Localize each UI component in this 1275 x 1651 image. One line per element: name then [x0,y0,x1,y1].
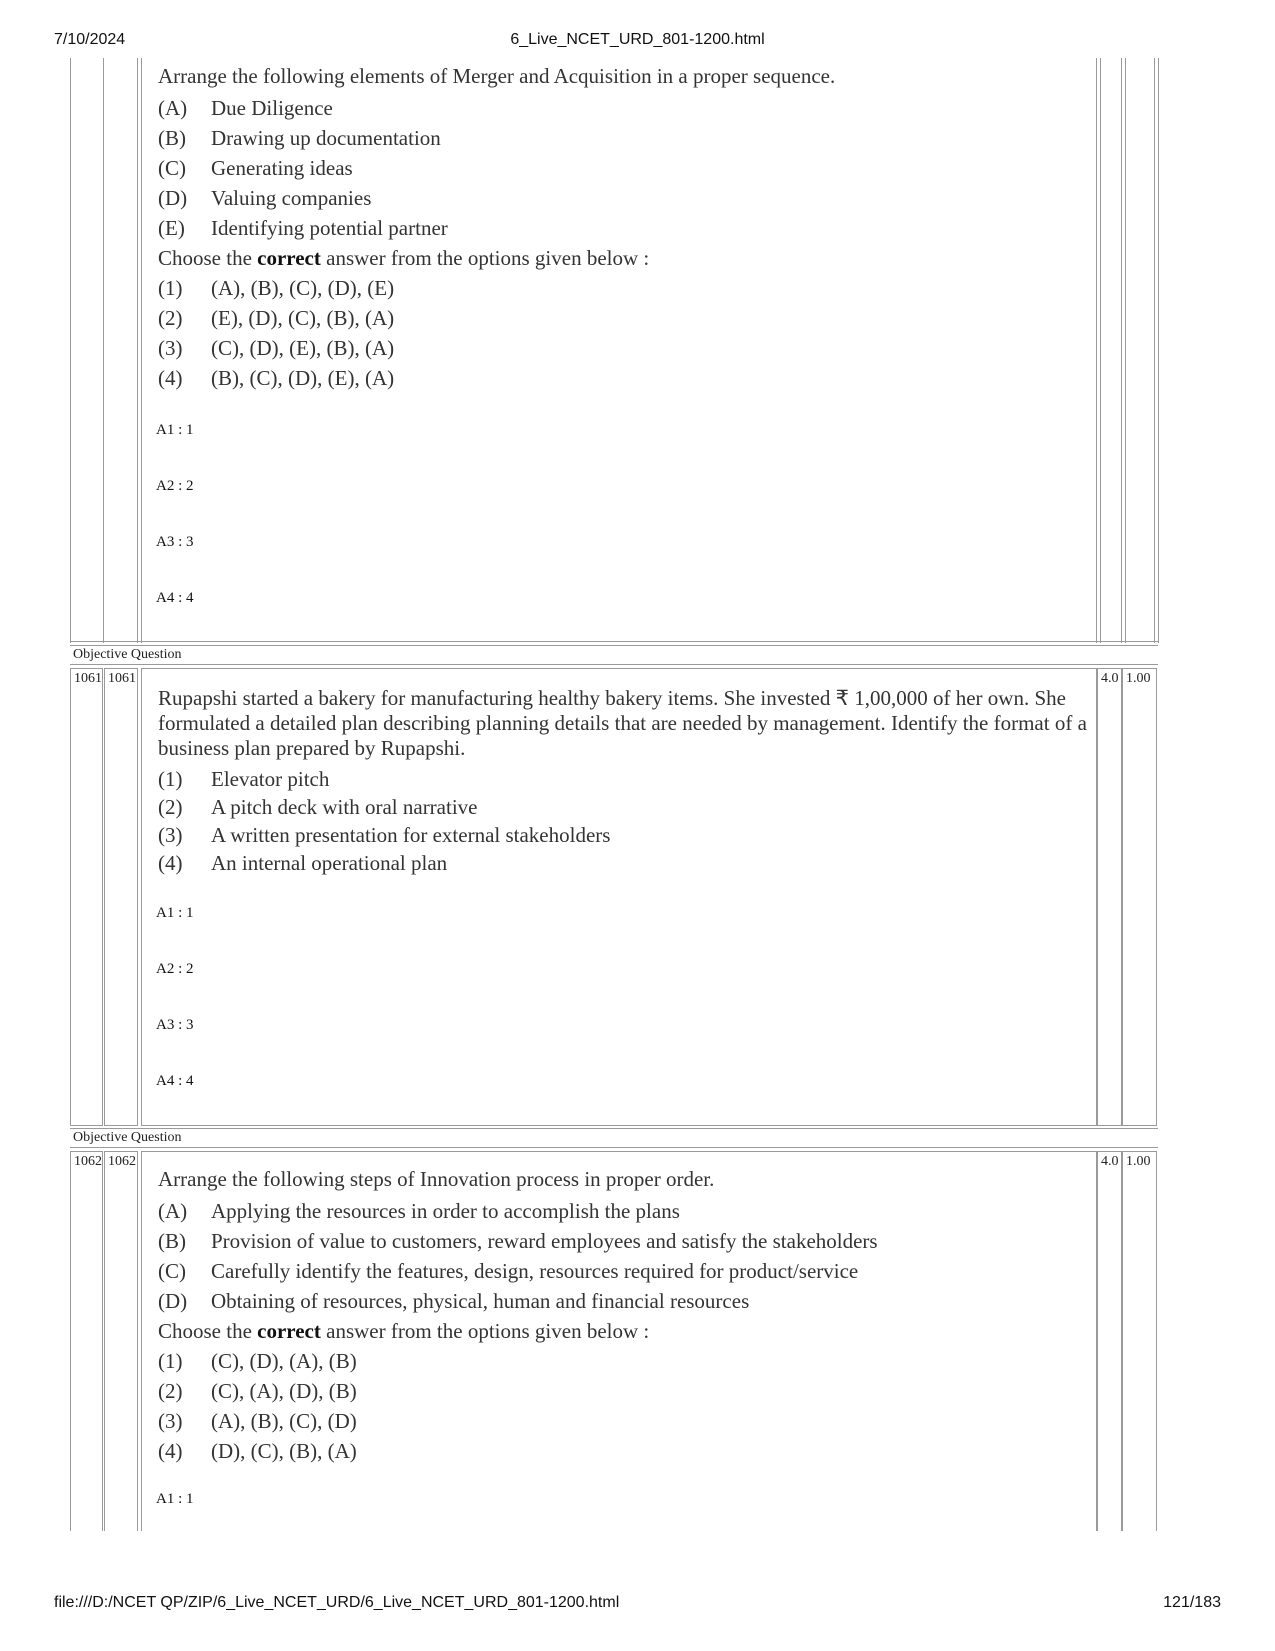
question-id: 1062 [104,1151,138,1531]
question-stem: Arrange the following elements of Merger and Acquisition in a proper sequence. [158,64,836,88]
print-date: 7/10/2024 [54,31,126,48]
option: (2) (C), (A), (D), (B) [158,1379,357,1403]
answer-key: A1 : 1 [156,1491,194,1507]
list-item: (B) Drawing up documentation [158,126,441,150]
question-id: 1061 [104,668,138,1126]
list-item: (B) Provision of value to customers, reward employees and satisfy the stakeholders [158,1229,878,1253]
list-item: (C) Carefully identify the features, design, resources required for product/service [158,1259,859,1283]
list-item: (E) Identifying potential partner [158,216,448,240]
answer-key: A4 : 4 [156,590,194,606]
answer-key: A1 : 1 [156,422,194,438]
answer-key: A3 : 3 [156,534,194,550]
question-type-label: Objective Question [73,1130,182,1145]
list-item: (A) Due Diligence [158,96,333,120]
option: (3) A written presentation for external stakeholders [158,823,611,847]
serial-number: 1062 [70,1151,103,1531]
file-path: file:///D:/NCET QP/ZIP/6_Live_NCET_URD/6_Live_NCET_URD_801-1200.html [54,1594,620,1611]
instruction: Choose the correct answer from the options given below : [158,1319,650,1343]
list-item: (C) Generating ideas [158,156,353,180]
negative-marks: 1.00 [1122,1151,1157,1531]
list-item: (D) Obtaining of resources, physical, human and financial resources [158,1289,750,1313]
instruction: Choose the correct answer from the options given below : [158,246,650,270]
list-item: (D) Valuing companies [158,186,372,210]
option: (1) (A), (B), (C), (D), (E) [158,276,395,300]
answer-key: A3 : 3 [156,1017,194,1033]
option: (4) (D), (C), (B), (A) [158,1439,357,1463]
question-body [158,1167,1088,1466]
page-number: 121/183 [1163,1594,1221,1611]
option: (4) An internal operational plan [158,851,448,875]
option: (2) (E), (D), (C), (B), (A) [158,306,395,330]
option: (1) (C), (D), (A), (B) [158,1349,357,1373]
question-stem: Arrange the following steps of Innovation process in proper order. [158,1167,715,1191]
answer-key: A1 : 1 [156,905,194,921]
question-type-label: Objective Question [73,647,182,662]
option: (4) (B), (C), (D), (E), (A) [158,366,395,390]
question-stem: Rupapshi started a bakery for manufacturing healthy bakery items. She invested ₹ 1,00,000 of her own. She formulated a detailed plan describing planning details that are needed by management. Identify the format of a business plan prepared by Rupapshi. [158,686,1087,760]
answer-key: A2 : 2 [156,478,194,494]
answer-key: A4 : 4 [156,1073,194,1089]
marks: 4.0 [1097,1151,1122,1531]
question-body [158,64,1088,393]
option: (2) A pitch deck with oral narrative [158,795,478,819]
negative-marks: 1.00 [1122,668,1157,1126]
marks: 4.0 [1097,668,1122,1126]
serial-number: 1061 [70,668,103,1126]
option: (3) (C), (D), (E), (B), (A) [158,336,395,360]
option: (3) (A), (B), (C), (D) [158,1409,357,1433]
list-item: (A) Applying the resources in order to accomplish the plans [158,1199,680,1223]
question-body [158,686,1088,877]
option: (1) Elevator pitch [158,767,330,791]
answer-key: A2 : 2 [156,961,194,977]
document-title: 6_Live_NCET_URD_801-1200.html [510,31,765,48]
